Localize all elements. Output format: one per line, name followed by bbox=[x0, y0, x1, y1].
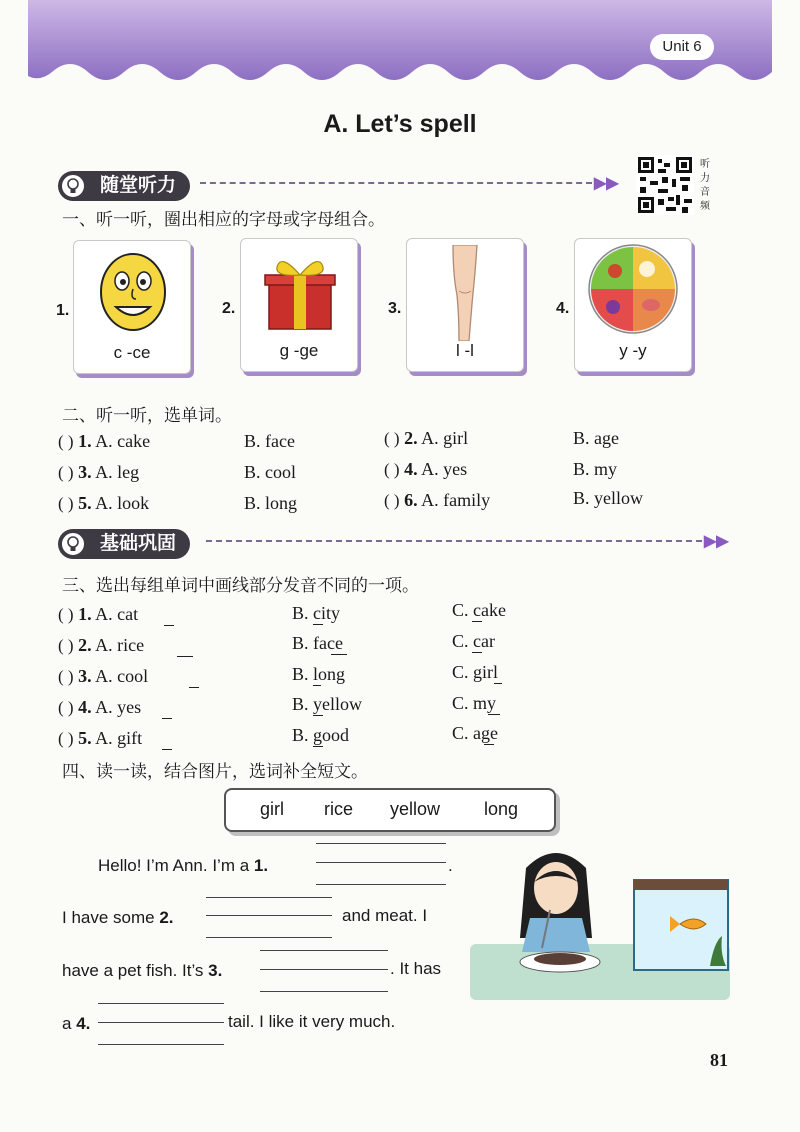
question-row bbox=[58, 666, 148, 687]
question-number: 6. bbox=[404, 490, 418, 510]
passage-line bbox=[62, 908, 174, 928]
pic-word: c -ce bbox=[113, 343, 151, 362]
qr-code[interactable] bbox=[636, 155, 694, 215]
blank-number: 4. bbox=[76, 1014, 91, 1033]
blank-number: 3. bbox=[208, 961, 223, 980]
pic-word: y -y bbox=[619, 341, 647, 360]
option-a: A. yes bbox=[95, 697, 142, 717]
option-b: B. age bbox=[573, 428, 619, 448]
question-number: 5. bbox=[78, 493, 92, 513]
option-b: B. long bbox=[292, 664, 346, 684]
gift-icon bbox=[263, 249, 337, 333]
answer-blank[interactable]: ( ) bbox=[58, 432, 74, 451]
underline-mark bbox=[162, 749, 172, 750]
answer-line-guide bbox=[206, 897, 332, 898]
answer-line-guide bbox=[260, 991, 388, 992]
question-number: 4. bbox=[78, 697, 92, 717]
answer-blank[interactable]: ( ) bbox=[58, 698, 74, 717]
food-plate-icon bbox=[587, 243, 679, 335]
option-a: A. gift bbox=[95, 728, 143, 748]
answer-line-guide bbox=[206, 937, 332, 938]
pic-word: g -ge bbox=[279, 341, 319, 360]
option-a: A. leg bbox=[95, 462, 140, 482]
passage-line bbox=[62, 961, 222, 981]
picture-card-face bbox=[73, 240, 191, 374]
word-bank-item: rice bbox=[324, 799, 354, 819]
underline-mark bbox=[177, 656, 193, 657]
word-bank-item: long bbox=[484, 799, 519, 819]
option-b: B. city bbox=[292, 603, 340, 623]
option-b: B. cool bbox=[244, 462, 296, 482]
underline-mark bbox=[313, 746, 323, 747]
page-number: 81 bbox=[710, 1050, 728, 1070]
word-bank bbox=[224, 788, 556, 832]
answer-blank[interactable]: ( ) bbox=[58, 729, 74, 748]
option-b: B. yellow bbox=[573, 488, 643, 508]
option-a: A. cake bbox=[95, 431, 151, 451]
item-number: 2. bbox=[222, 300, 236, 317]
question-row bbox=[58, 493, 149, 514]
question-number: 4. bbox=[404, 459, 418, 479]
answer-line-guide bbox=[260, 950, 388, 951]
section-divider bbox=[200, 182, 592, 184]
underline-mark bbox=[488, 714, 500, 715]
section-tag-label: 基础巩固 bbox=[100, 533, 177, 554]
question-row bbox=[384, 490, 490, 511]
passage-text: Hello! I’m Ann. I’m a bbox=[98, 856, 250, 875]
page-title: A. Let’s spell bbox=[323, 110, 477, 138]
word-bank-item: yellow bbox=[390, 799, 441, 819]
option-c: C. age bbox=[452, 723, 498, 743]
question-number: 5. bbox=[78, 728, 92, 748]
item-number: 3. bbox=[388, 300, 402, 317]
question-row bbox=[384, 459, 467, 480]
picture-card-leg bbox=[406, 238, 524, 372]
option-c: C. car bbox=[452, 631, 495, 651]
passage-text: . bbox=[448, 856, 453, 875]
answer-line[interactable] bbox=[260, 969, 388, 970]
face-icon bbox=[98, 251, 168, 333]
qr-label: 听力音频 bbox=[700, 159, 710, 212]
underline-mark bbox=[472, 652, 482, 653]
underline-mark bbox=[472, 621, 482, 622]
underline-mark bbox=[189, 687, 199, 688]
question-row bbox=[58, 431, 150, 452]
underline-mark bbox=[313, 624, 323, 625]
option-a: A. cat bbox=[95, 604, 139, 624]
answer-line-guide bbox=[316, 884, 446, 885]
passage-text: tail. I like it very much. bbox=[228, 1012, 396, 1031]
option-a: A. family bbox=[421, 490, 491, 510]
option-a: A. look bbox=[95, 493, 150, 513]
question-row bbox=[58, 728, 142, 749]
option-c: C. girl bbox=[452, 662, 499, 682]
answer-line-guide bbox=[316, 843, 446, 844]
option-b: B. face bbox=[292, 633, 343, 653]
question-row bbox=[58, 604, 138, 625]
underline-mark bbox=[313, 715, 323, 716]
question-number: 2. bbox=[78, 635, 92, 655]
passage-text: I have some bbox=[62, 908, 155, 927]
answer-blank[interactable]: ( ) bbox=[384, 429, 400, 448]
leg-icon bbox=[447, 245, 483, 341]
double-arrow-icon: ▶▶ bbox=[704, 533, 729, 550]
question-row bbox=[58, 462, 139, 483]
question-number: 1. bbox=[78, 604, 92, 624]
option-b: B. face bbox=[244, 431, 295, 451]
answer-blank[interactable]: ( ) bbox=[384, 491, 400, 510]
question-row bbox=[58, 635, 144, 656]
section-tag-label: 随堂听力 bbox=[100, 175, 177, 196]
answer-blank[interactable]: ( ) bbox=[58, 494, 74, 513]
word-bank-item: girl bbox=[260, 799, 285, 819]
item-number: 4. bbox=[556, 300, 570, 317]
answer-blank[interactable]: ( ) bbox=[58, 667, 74, 686]
part4-heading: 四、读一读，结合图片，选词补全短文。 bbox=[62, 762, 368, 781]
part3-heading: 三、选出每组单词中画线部分发音不同的一项。 bbox=[62, 576, 419, 595]
section-divider bbox=[206, 540, 702, 542]
passage-text: a bbox=[62, 1014, 72, 1033]
pic-word: l -l bbox=[456, 341, 474, 360]
option-a: A. cool bbox=[95, 666, 149, 686]
girl-eating-illustration bbox=[470, 848, 730, 1000]
unit-label: Unit 6 bbox=[650, 34, 714, 60]
answer-line-guide bbox=[98, 1044, 224, 1045]
blank-number: 2. bbox=[159, 908, 174, 927]
answer-blank[interactable]: ( ) bbox=[384, 460, 400, 479]
underline-mark bbox=[162, 718, 172, 719]
question-number: 2. bbox=[404, 428, 418, 448]
answer-line[interactable] bbox=[206, 915, 332, 916]
option-b: B. my bbox=[573, 459, 618, 479]
question-row bbox=[384, 428, 468, 449]
underline-mark bbox=[331, 654, 347, 655]
answer-blank[interactable]: ( ) bbox=[58, 605, 74, 624]
question-number: 1. bbox=[78, 431, 92, 451]
option-b: B. good bbox=[292, 725, 350, 745]
picture-card-gift bbox=[240, 238, 358, 372]
passage-text: . It has bbox=[390, 959, 442, 978]
question-number: 3. bbox=[78, 462, 92, 482]
passage-text: have a pet fish. It’s bbox=[62, 961, 204, 980]
blank-number: 1. bbox=[253, 856, 269, 875]
answer-blank[interactable]: ( ) bbox=[58, 636, 74, 655]
passage-line bbox=[98, 856, 268, 876]
part2-heading: 二、听一听，选单词。 bbox=[62, 406, 232, 425]
option-a: A. girl bbox=[421, 428, 469, 448]
question-row bbox=[58, 697, 141, 718]
underline-mark bbox=[313, 685, 321, 686]
underline-mark bbox=[484, 744, 494, 745]
part1-heading: 一、听一听，圈出相应的字母或字母组合。 bbox=[62, 210, 385, 229]
lightbulb-icon bbox=[60, 173, 86, 199]
underline-mark bbox=[494, 683, 502, 684]
option-b: B. long bbox=[244, 493, 298, 513]
underline-mark bbox=[164, 625, 174, 626]
option-c: C. my bbox=[452, 693, 497, 713]
answer-line-guide bbox=[98, 1003, 224, 1004]
passage-line bbox=[62, 1014, 90, 1034]
double-arrow-icon: ▶▶ bbox=[594, 175, 619, 192]
item-number: 1. bbox=[56, 302, 70, 319]
option-a: A. rice bbox=[95, 635, 145, 655]
option-a: A. yes bbox=[421, 459, 468, 479]
answer-line[interactable] bbox=[316, 862, 446, 863]
lightbulb-icon bbox=[60, 531, 86, 557]
answer-line[interactable] bbox=[98, 1022, 224, 1023]
option-b: B. yellow bbox=[292, 694, 362, 714]
answer-blank[interactable]: ( ) bbox=[58, 463, 74, 482]
picture-card-food-plate bbox=[574, 238, 692, 372]
passage-text: and meat. I bbox=[342, 906, 428, 925]
option-c: C. cake bbox=[452, 600, 506, 620]
question-number: 3. bbox=[78, 666, 92, 686]
